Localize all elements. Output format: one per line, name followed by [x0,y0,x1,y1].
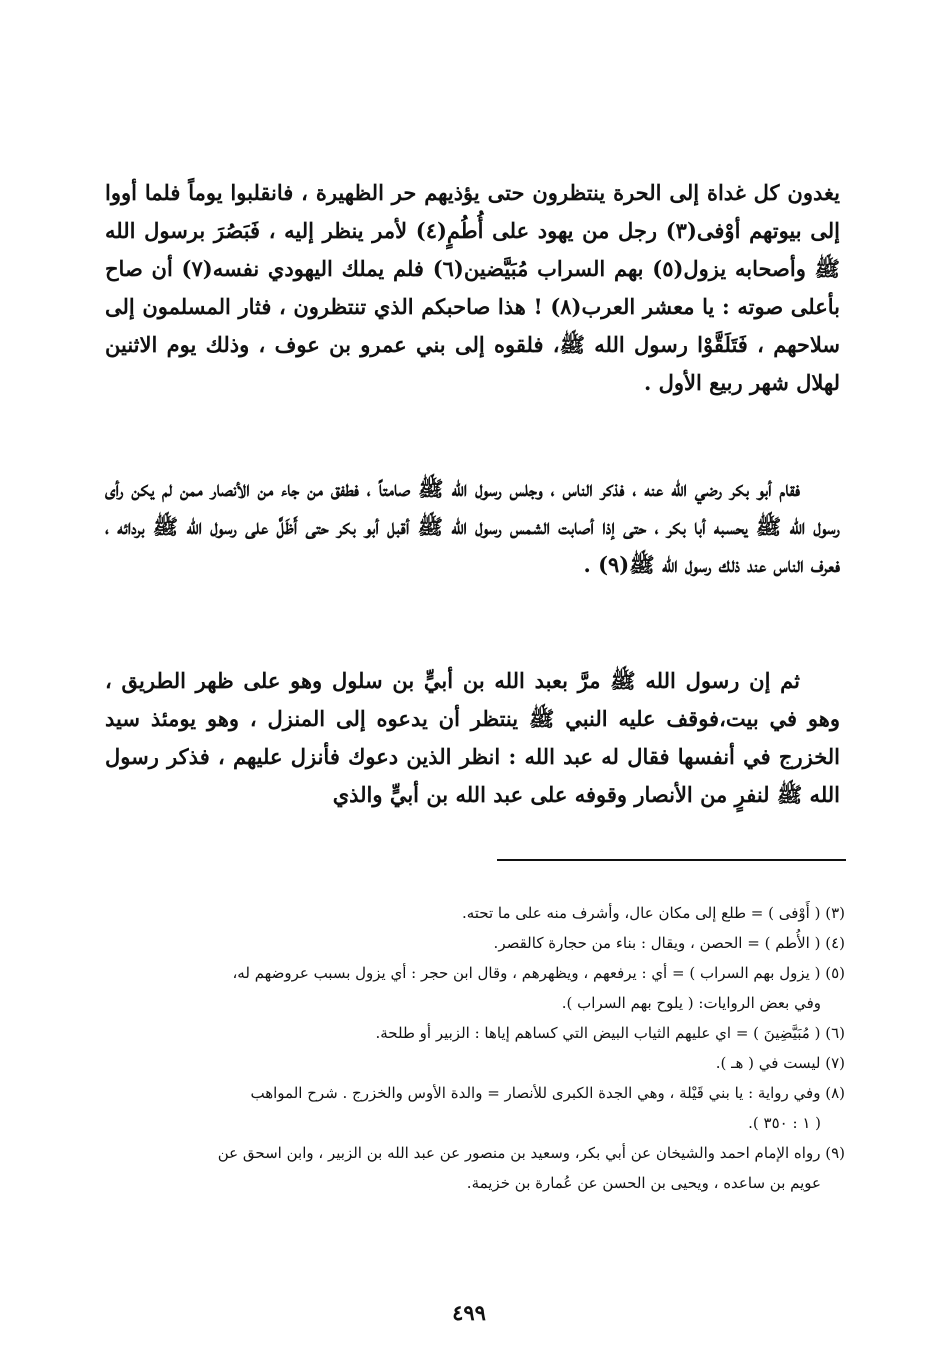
page-number: ٤٩٩ [452,1300,486,1325]
footnote-4: (٤) ( الأُطم ) = الحصن ، ويقال : بناء من حجارة كالقصر. [493,934,845,952]
paragraph-2: فقام أبو بكر رضي الله عنه ، فذكر الناس ، وجلس رسول الله ﷺ صامتاً ، فطفق من جاء من الأنصار ممن لم يكن رأى رسول الله ﷺ يحسبه أبا بكر ، حتى إذا أصابت الشمس رسول الله ﷺ أقبل أبو بكر حتى أَظَلَّ على رسول الله ﷺ بردائه ، فعرف الناس عند ذلك رسول الله ﷺ(٩) . [105,476,840,577]
footnote-5-continued: وفي بعض الروايات: ( يلوح بهم السراب ). [561,994,821,1012]
footnote-7: (٧) ليست في ( هـ ). [715,1054,845,1072]
footnote-9: (٩) رواه الإمام احمد والشيخان عن أبي بكر، وسعيد بن منصور عن عبد الله بن الزبير ، وابن اسحق عن [217,1144,845,1162]
footnote-9-continued: عويم بن ساعده ، ويحيى بن الحسن عن عُمارة بن خزيمة. [466,1174,821,1192]
footnote-3: (٣) ( أَوْفى ) = طلع إلى مكان عال، وأشرف منه على ما تحته. [461,904,845,922]
footnote-5: (٥) ( يزول بهم السراب ) = أي : يرفعهم ، ويظهرهم ، وقال ابن حجر : أي يزول بسبب عروضهم له، [232,964,845,982]
footnotes [100,898,845,1198]
paragraph-1: يغدون كل غداة إلى الحرة ينتظرون حتى يؤذيهم حر الظهيرة ، فانقلبوا يوماً فلما أووا إلى بيوتهم أوْفى(٣) رجل من يهود على أُطُمٍ(٤) لأمر ينظر إليه ، فَبَصُرَ برسول الله ﷺ وأصحابه يزول(٥) بهم السراب مُبَيَّضين(٦) فلم يملك اليهودي نفسه(٧) أن صاح بأعلى صوته : يا معشر العرب(٨) ! هذا صاحبكم الذي تنتظرون ، فثار المسلمون إلى سلاحهم ، فَتَلَقَّوْا رسول الله ﷺ، فلقوه إلى بني عمرو بن عوف ، وذلك يوم الاثنين لهلال شهر ربيع الأول . [105,180,841,395]
footnote-6: (٦) ( مُبَيَّضِينَ ) = اي عليهم الثياب البيض التي كساهم إياها : الزبير أو طلحة. [375,1024,845,1042]
paragraph-3: ثم إن رسول الله ﷺ مرَّ بعبد الله بن أبيٍّ بن سلول وهو على ظهر الطريق ، وهو في بيت،فوقف عليه النبي ﷺ ينتظر أن يدعوه إلى المنزل ، وهو يومئذ سيد الخزرج في أنفسها فقال له عبد الله : انظر الذين دعوك فأنزل عليهم ، فذكر رسول الله ﷺ لنفرٍ من الأنصار وقوفه على عبد الله بن أبيٍّ والذي [105,668,840,807]
footnote-8: (٨) وفي رواية : يا بني قَيْلة ، وهي الجدة الكبرى للأنصار = والدة الأوس والخزرج . شرح المواهب [250,1084,845,1102]
footnote-separator [497,859,846,861]
footnote-8-continued: ( ١ : ٣٥٠ ). [748,1114,821,1132]
